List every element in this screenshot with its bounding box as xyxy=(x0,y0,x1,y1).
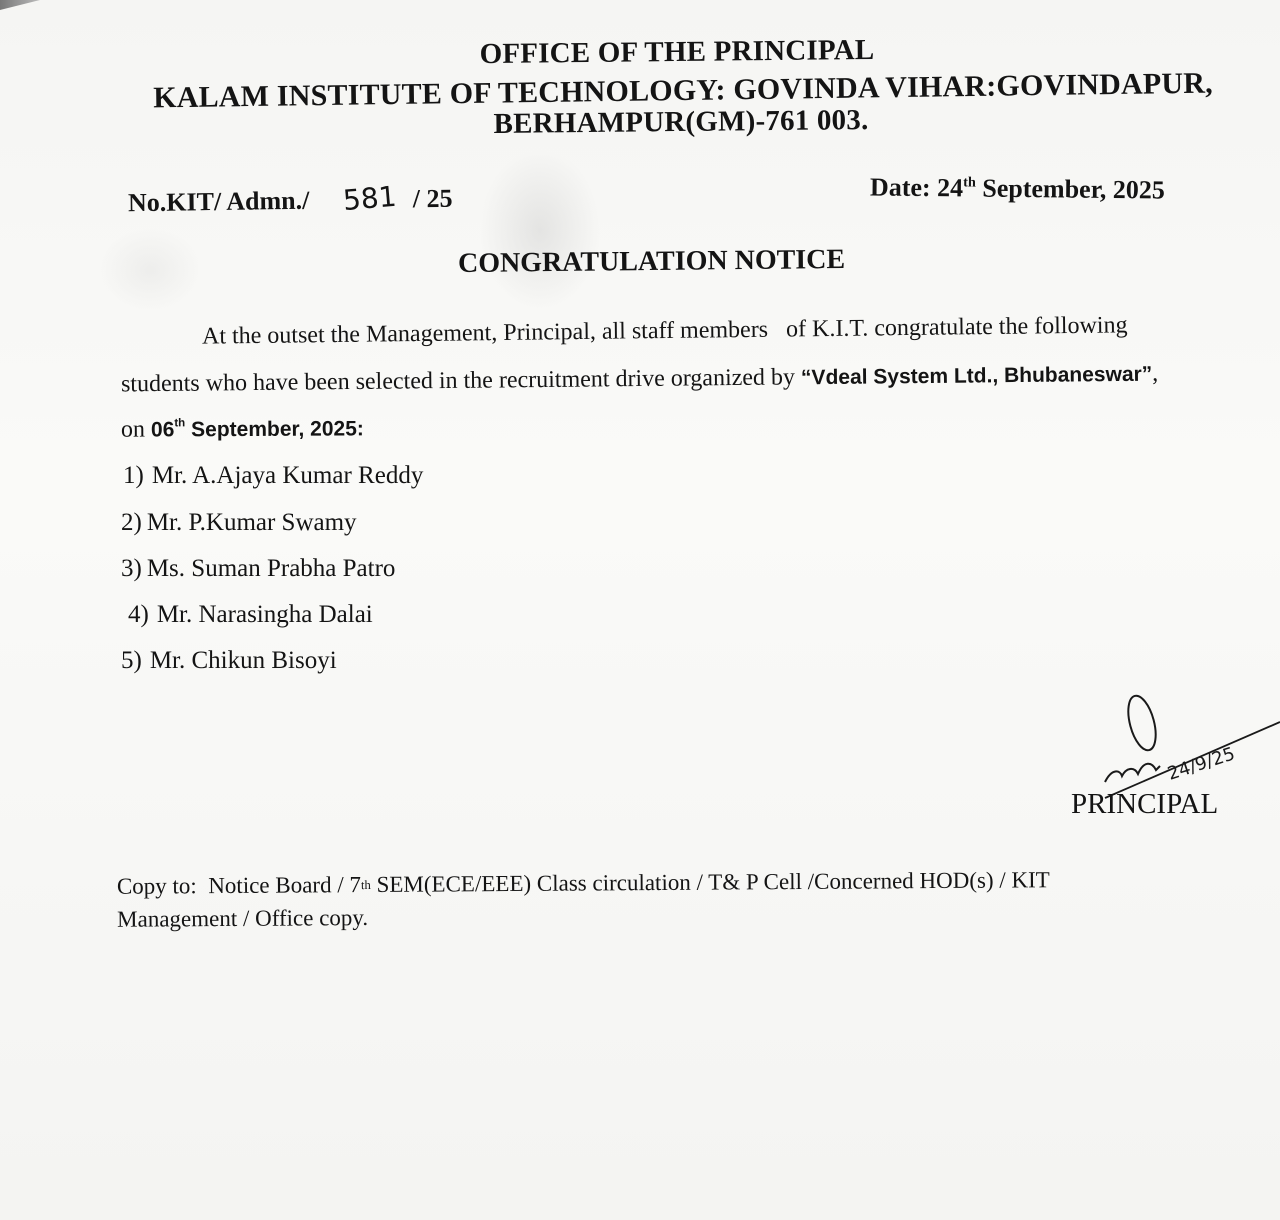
reference-prefix: No.KIT/ Admn./ xyxy=(127,185,310,218)
body-line-2-text: students who have been selected in the recruitment drive organized by xyxy=(120,364,802,398)
student-name: Ms. Suman Prabha Patro xyxy=(146,555,396,582)
student-name: Mr. P.Kumar Swamy xyxy=(146,509,357,536)
copy-to-label: Copy to: xyxy=(116,873,197,899)
student-name: Mr. Chikun Bisoyi xyxy=(149,647,337,674)
copy-to-ordinal: th xyxy=(360,878,371,893)
handwritten-reference-number: 581 xyxy=(342,179,399,218)
copy-to-part-1: Notice Board / 7 xyxy=(196,872,362,899)
student-number: 5) xyxy=(121,647,142,674)
copy-to-section xyxy=(117,862,1197,936)
student-number: 4) xyxy=(128,601,149,628)
header-address-line: BERHAMPUR(GM)-761 003. xyxy=(493,104,869,140)
drive-date-rest: September, 2025: xyxy=(185,417,364,442)
signature-loop xyxy=(1123,693,1161,753)
student-list-item xyxy=(128,601,373,629)
body-line-2-end: , xyxy=(1152,360,1159,387)
page-corner-shadow xyxy=(0,0,40,10)
student-list-item xyxy=(121,555,395,583)
body-line-3-prefix: on xyxy=(120,416,152,443)
drive-date xyxy=(151,417,364,441)
student-number: 3) xyxy=(121,555,142,582)
body-line-2 xyxy=(121,361,1158,399)
copy-to-line-2: Management / Office copy. xyxy=(117,905,369,932)
date-label: Date: 24 xyxy=(869,172,964,203)
header-office-line: OFFICE OF THE PRINCIPAL xyxy=(479,33,875,71)
body-line-3 xyxy=(121,415,364,443)
signature-date: 24/9/25 xyxy=(1165,743,1238,785)
student-list-item xyxy=(121,509,357,537)
principal-designation: PRINCIPAL xyxy=(1071,788,1219,820)
header-institute-line: KALAM INSTITUTE OF TECHNOLOGY: GOVINDA VIHAR:GOVINDAPUR, xyxy=(152,66,1213,115)
copy-to-part-2: SEM(ECE/EEE) Class circulation / T& P Cell /Concerned HOD(s) / KIT xyxy=(370,867,1050,897)
student-name: Mr. Narasingha Dalai xyxy=(156,601,373,628)
date-ordinal: th xyxy=(963,174,977,191)
body-line-1: At the outset the Management, Principal, all staff members of K.I.T. congratulate the following xyxy=(201,312,1128,350)
student-name: Mr. A.Ajaya Kumar Reddy xyxy=(151,462,424,489)
notice-date xyxy=(870,172,1165,205)
student-number: 2) xyxy=(121,509,142,536)
notice-title: CONGRATULATION NOTICE xyxy=(457,243,846,280)
drive-day: 06 xyxy=(150,418,175,442)
reference-suffix: / 25 xyxy=(412,183,453,214)
drive-day-ordinal: th xyxy=(174,417,186,430)
date-rest: September, 2025 xyxy=(975,173,1165,205)
reference-number xyxy=(128,181,453,219)
signature-stroke xyxy=(1105,764,1160,782)
student-number: 1) xyxy=(123,462,144,489)
student-list-item xyxy=(121,647,337,675)
company-name: “Vdeal System Ltd., Bhubaneswar” xyxy=(800,362,1153,390)
student-list-item xyxy=(123,462,423,490)
